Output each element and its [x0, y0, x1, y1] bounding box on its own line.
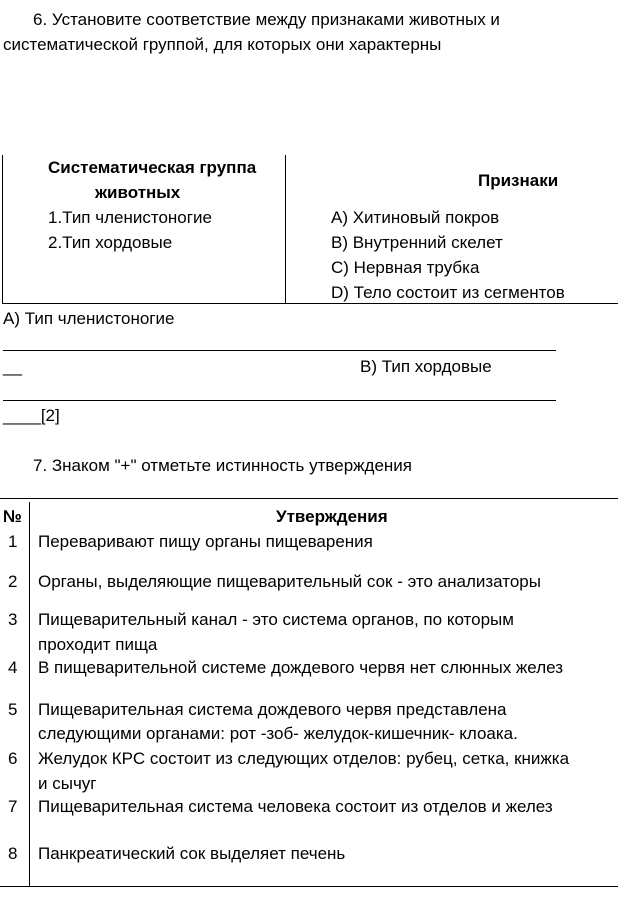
- score-line: ____[2]: [3, 406, 60, 425]
- q7-title: 7. Знаком "+" отметьте истинность утверждения: [33, 456, 413, 475]
- row-number: 8: [8, 844, 18, 863]
- statement-text: Желудок КРС состоит из следующих отделов: рубец, сетка, книжка: [38, 749, 570, 768]
- statement-text: В пищеварительной системе дождевого червя нет слюнных желез: [38, 658, 563, 677]
- statement-text: Органы, выделяющие пищеварительный сок - это анализаторы: [38, 572, 541, 591]
- feature-item: А) Хитиновый покров: [331, 208, 500, 227]
- row-number: 1: [8, 532, 18, 551]
- answer-b-line[interactable]: [3, 400, 556, 401]
- answer-a-label: А) Тип членистоногие: [3, 309, 175, 328]
- statement-text: Пищеварительная система дождевого червя представлена: [38, 700, 507, 719]
- num-column-header: №: [3, 507, 22, 526]
- col1-header-line1: Систематическая группа: [48, 158, 257, 177]
- answer-a-line[interactable]: [3, 350, 556, 351]
- q6-title-line1: 6. Установите соответствие между признаками животных и: [33, 10, 500, 29]
- statement-text-continued: и сычуг: [38, 774, 97, 793]
- statement-text: Пищеварительный канал - это система органов, по которым: [38, 610, 514, 629]
- row-number: 6: [8, 749, 18, 768]
- q7-table-top-border: [0, 498, 618, 499]
- row-number: 2: [8, 572, 18, 591]
- statement-text-continued: проходит пища: [38, 635, 158, 654]
- feature-item: В) Внутренний скелет: [331, 233, 503, 252]
- row-number: 7: [8, 797, 18, 816]
- statement-text-continued: следующими органами: рот -зоб- желудок-кишечник- клоака.: [38, 724, 518, 743]
- q6-title-line2: систематической группой, для которых они характерны: [3, 35, 442, 54]
- feature-item: D) Тело состоит из сегментов: [331, 283, 565, 302]
- q7-table-bottom-border: [0, 886, 618, 887]
- statement-text: Панкреатический сок выделяет печень: [38, 844, 346, 863]
- row-number: 4: [8, 658, 18, 677]
- q7-column-divider: [29, 502, 30, 886]
- col2-header: Признаки: [478, 171, 559, 190]
- row-number: 5: [8, 700, 18, 719]
- col1-header-line2: животных: [95, 183, 181, 202]
- table-column-divider: [285, 155, 286, 303]
- statements-column-header: Утверждения: [276, 507, 388, 526]
- statement-text: Переваривают пищу органы пищеварения: [38, 532, 373, 551]
- group-item: 2.Тип хордовые: [48, 233, 173, 252]
- answer-b-label: В) Тип хордовые: [360, 357, 492, 376]
- feature-item: С) Нервная трубка: [331, 258, 480, 277]
- table-left-border: [2, 155, 3, 303]
- row-number: 3: [8, 610, 18, 629]
- group-item: 1.Тип членистоногие: [48, 208, 212, 227]
- statement-text: Пищеварительная система человека состоит из отделов и желез: [38, 797, 553, 816]
- table-bottom-border: [2, 303, 618, 304]
- answer-line-tail: __: [3, 357, 22, 376]
